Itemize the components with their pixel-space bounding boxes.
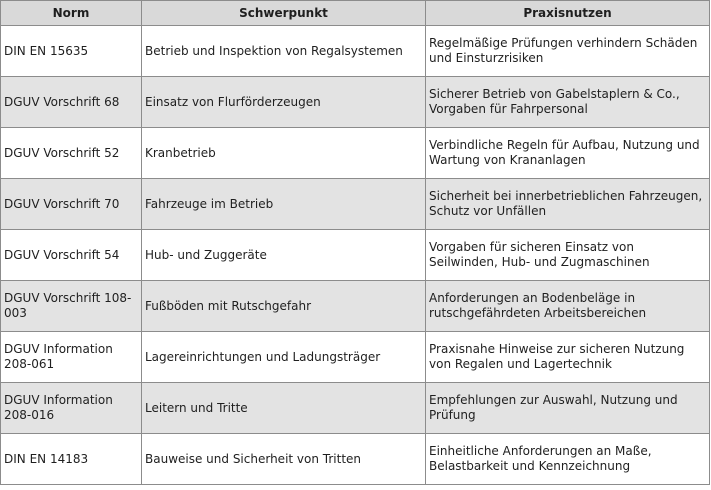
header-norm: Norm (1, 1, 142, 26)
cell-focus: Hub- und Zuggeräte (142, 230, 426, 281)
cell-norm: DGUV Information 208-016 (1, 383, 142, 434)
table-body (1, 26, 710, 485)
cell-benefit: Einheitliche Anforderungen an Maße, Belastbarkeit und Kennzeichnung (426, 434, 710, 485)
cell-benefit: Empfehlungen zur Auswahl, Nutzung und Prüfung (426, 383, 710, 434)
header-benefit: Praxisnutzen (426, 1, 710, 26)
header-focus: Schwerpunkt (142, 1, 426, 26)
cell-benefit: Sicherheit bei innerbetrieblichen Fahrzeugen, Schutz vor Unfällen (426, 179, 710, 230)
table-row (1, 128, 710, 179)
cell-benefit: Verbindliche Regeln für Aufbau, Nutzung und Wartung von Krananlagen (426, 128, 710, 179)
cell-norm: DGUV Vorschrift 54 (1, 230, 142, 281)
cell-norm: DIN EN 14183 (1, 434, 142, 485)
cell-focus: Fahrzeuge im Betrieb (142, 179, 426, 230)
cell-focus: Einsatz von Flurförderzeugen (142, 77, 426, 128)
table-row (1, 383, 710, 434)
cell-norm: DIN EN 15635 (1, 26, 142, 77)
cell-norm: DGUV Vorschrift 70 (1, 179, 142, 230)
cell-norm: DGUV Vorschrift 108-003 (1, 281, 142, 332)
table-row (1, 434, 710, 485)
table-row (1, 179, 710, 230)
cell-focus: Lagereinrichtungen und Ladungsträger (142, 332, 426, 383)
cell-norm: DGUV Information 208-061 (1, 332, 142, 383)
cell-focus: Fußböden mit Rutschgefahr (142, 281, 426, 332)
table-row (1, 230, 710, 281)
table-row (1, 26, 710, 77)
cell-benefit: Anforderungen an Bodenbeläge in rutschgefährdeten Arbeitsbereichen (426, 281, 710, 332)
cell-norm: DGUV Vorschrift 68 (1, 77, 142, 128)
cell-benefit: Regelmäßige Prüfungen verhindern Schäden und Einsturzrisiken (426, 26, 710, 77)
table-row (1, 281, 710, 332)
cell-focus: Leitern und Tritte (142, 383, 426, 434)
cell-focus: Bauweise und Sicherheit von Tritten (142, 434, 426, 485)
table-row (1, 77, 710, 128)
table-row (1, 332, 710, 383)
cell-focus: Kranbetrieb (142, 128, 426, 179)
cell-benefit: Sicherer Betrieb von Gabelstaplern & Co., Vorgaben für Fahrpersonal (426, 77, 710, 128)
cell-benefit: Praxisnahe Hinweise zur sicheren Nutzung von Regalen und Lagertechnik (426, 332, 710, 383)
cell-focus: Betrieb und Inspektion von Regalsystemen (142, 26, 426, 77)
cell-norm: DGUV Vorschrift 52 (1, 128, 142, 179)
cell-benefit: Vorgaben für sicheren Einsatz von Seilwinden, Hub- und Zugmaschinen (426, 230, 710, 281)
header-row (1, 1, 710, 26)
table-header (1, 1, 710, 26)
